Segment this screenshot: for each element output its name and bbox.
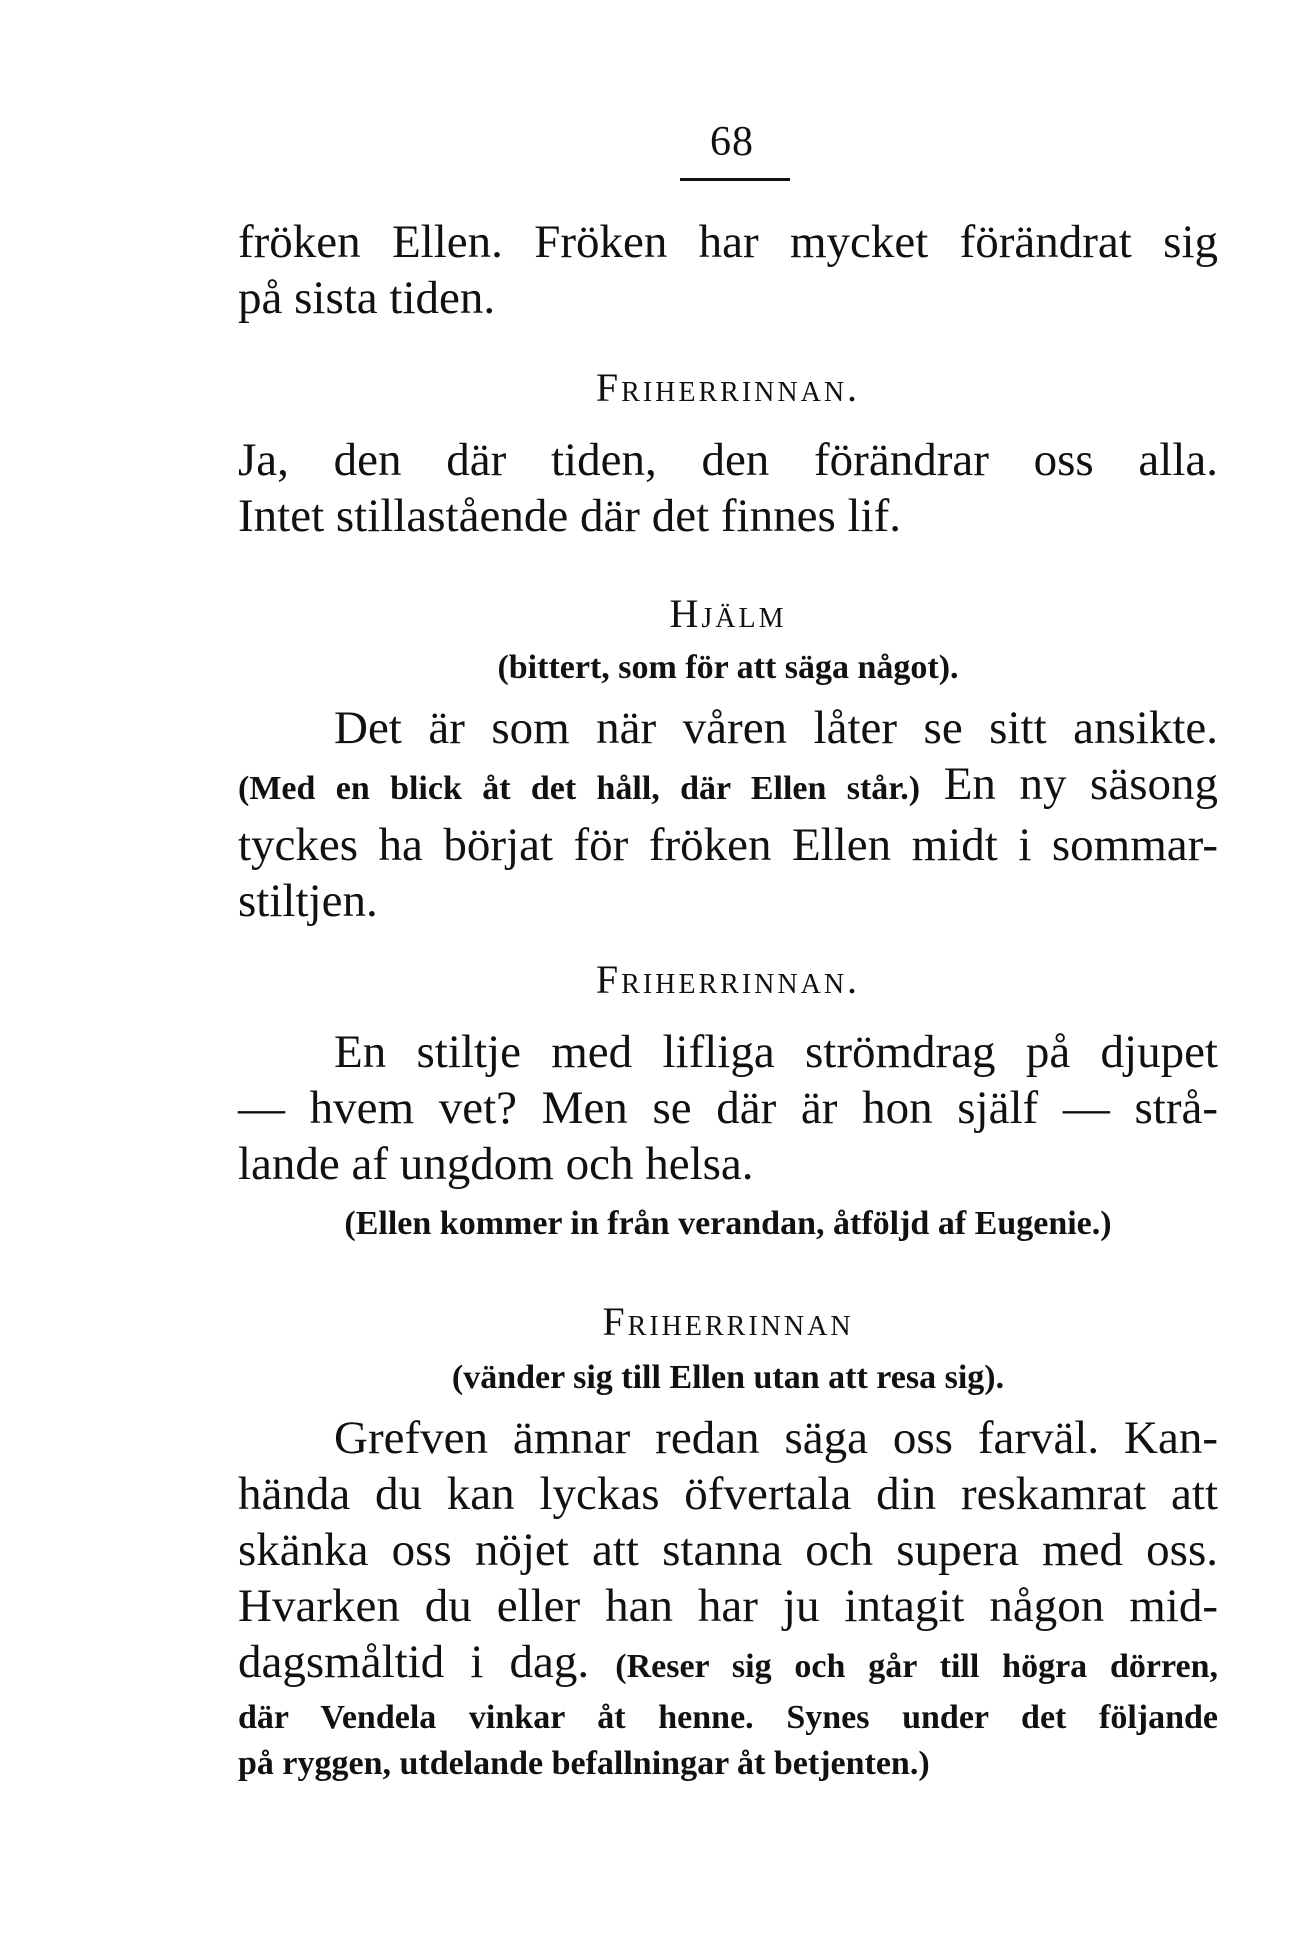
text-line: Ja, den där tiden, den förändrar oss alla. [238,434,1218,486]
speaker-name: Friherrinnan. [595,957,861,1002]
text-line: skänka oss nöjet att stanna och supera med oss. [238,1524,1218,1576]
page-number-rule [680,178,790,181]
stage-direction: (vänder sig till Ellen utan att resa sig). [451,1359,1005,1396]
text-line: fröken Ellen. Fröken har mycket förändrat sig [238,216,1218,268]
text-line [238,1634,1218,1695]
text-line: tyckes ha börjat för fröken Ellen midt i sommar- [238,819,1218,871]
text-line: lande af ungdom och helsa. [238,1138,754,1190]
text-line: En stiltje med lifliga strömdrag på djupet [334,1026,1218,1078]
dialogue-paragraph [238,1410,1218,1787]
stage-direction-inline: (Reser sig och går till högra dörren, [615,1648,1219,1685]
text-segment: dagsmåltid i dag. [238,1636,616,1688]
text-line: Det är som när våren låter se sitt ansikte. [334,702,1218,754]
text-line: Hvarken du eller han har ju intagit någon mid- [238,1580,1218,1632]
text-line: Intet stillastående där det finnes lif. [238,490,902,542]
stage-direction: (bittert, som för att säga något). [497,649,959,686]
text-line: stiltjen. [238,875,378,927]
text-line: hända du kan lyckas öfvertala din reskamrat att [238,1468,1218,1520]
stage-direction-line: på ryggen, utdelande befallningar åt betjenten.) [238,1745,930,1782]
opening-paragraph [238,214,1218,326]
page-number: 68 [710,119,754,165]
text-line: — hvem vet? Men se där är hon själf — strå- [238,1082,1218,1134]
text-line: på sista tiden. [238,272,496,324]
stage-direction-line: där Vendela vinkar åt henne. Synes under det följande [238,1699,1218,1736]
text-line [238,756,1218,817]
dialogue-paragraph [238,700,1218,929]
dialogue-paragraph [238,1024,1218,1192]
text-line: Grefven ämnar redan säga oss farväl. Kan- [334,1412,1218,1464]
dialogue-paragraph [238,432,1218,544]
stage-direction: (Ellen kommer in från verandan, åtföljd af Eugenie.) [344,1205,1112,1242]
text-segment: En ny säsong [920,758,1218,810]
stage-direction-inline: (Med en blick åt det håll, där Ellen står.) [238,770,921,807]
speaker-name: Hjälm [669,591,787,636]
speaker-name: Friherrinnan [602,1299,854,1344]
speaker-name: Friherrinnan. [595,365,861,410]
